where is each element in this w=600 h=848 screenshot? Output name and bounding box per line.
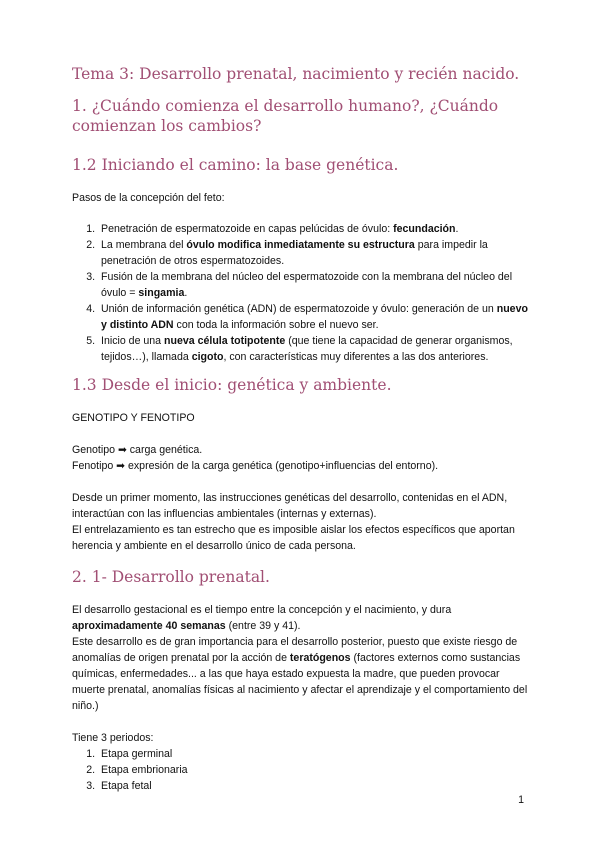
list-item: 5. Inicio de una nueva célula totipotente (que tiene la capacidad de generar organismos, tejidos…), llamada cigoto, con características muy diferentes a las dos anteriores. [98, 333, 532, 365]
prenatal-paragraph-1: El desarrollo gestacional es el tiempo entre la concepción y el nacimiento, y dura aproximadamente 40 semanas (entre 39 y 41). [72, 604, 452, 632]
section-2-1-heading: 2. 1- Desarrollo prenatal. [72, 568, 270, 586]
section-1-2-heading: 1.2 Iniciando el camino: la base genética. [72, 156, 399, 174]
genotype-phenotype-subtitle: GENOTIPO Y FENOTIPO [72, 412, 195, 424]
list-item: 4. Unión de información genética (ADN) de espermatozoide y óvulo: generación de un nuevo y distinto ADN con toda la información sobre el nuevo ser. [98, 301, 532, 333]
list-item: 3. Etapa fetal [98, 778, 532, 794]
genotipo-line: Genotipo ➡ carga genética. [72, 444, 203, 456]
page-number: 1 [518, 794, 524, 806]
genetics-paragraph-1: Desde un primer momento, las instrucciones genéticas del desarrollo, contenidas en el ADN, interactúan con las influencias ambientales (internas y externas). [72, 492, 508, 520]
periods-intro: Tiene 3 periodos: [72, 732, 154, 744]
prenatal-paragraph-2: Este desarrollo es de gran importancia para el desarrollo posterior, puesto que existe riesgo de anomalías de origen prenatal por la acción de teratógenos (factores externos como sustancias químicas, enfermedades... a las que haya estado expuesta la madre, que pueden provocar muerte prenatal, anomalías físicas al nacimiento y afectar el aprendizaje y el comportamiento del niño.) [72, 636, 528, 712]
conception-steps-list [72, 221, 532, 365]
document-title: Tema 3: Desarrollo prenatal, nacimiento y recién nacido. [72, 65, 520, 83]
list-item: 2. Etapa embrionaria [98, 762, 532, 778]
periods-list [72, 746, 532, 794]
list-item: 1. Penetración de espermatozoide en capas pelúcidas de óvulo: fecundación. [98, 221, 532, 237]
conception-intro: Pasos de la concepción del feto: [72, 192, 225, 204]
list-item: 1. Etapa germinal [98, 746, 532, 762]
section-1-3-heading: 1.3 Desde el inicio: genética y ambiente. [72, 376, 392, 394]
genetics-paragraph-2: El entrelazamiento es tan estrecho que es imposible aislar los efectos específicos que aportan herencia y ambiente en el desarrollo único de cada persona. [72, 524, 515, 552]
section-1-heading: 1. ¿Cuándo comienza el desarrollo humano?, ¿Cuándo comienzan los cambios? [72, 97, 499, 135]
list-item: 2. La membrana del óvulo modifica inmediatamente su estructura para impedir la penetración de otros espermatozoides. [98, 237, 532, 269]
fenotipo-line: Fenotipo ➡ expresión de la carga genética (genotipo+influencias del entorno). [72, 460, 439, 472]
document-page [72, 64, 532, 794]
list-item: 3. Fusión de la membrana del núcleo del espermatozoide con la membrana del núcleo del óvulo = singamia. [98, 269, 532, 301]
